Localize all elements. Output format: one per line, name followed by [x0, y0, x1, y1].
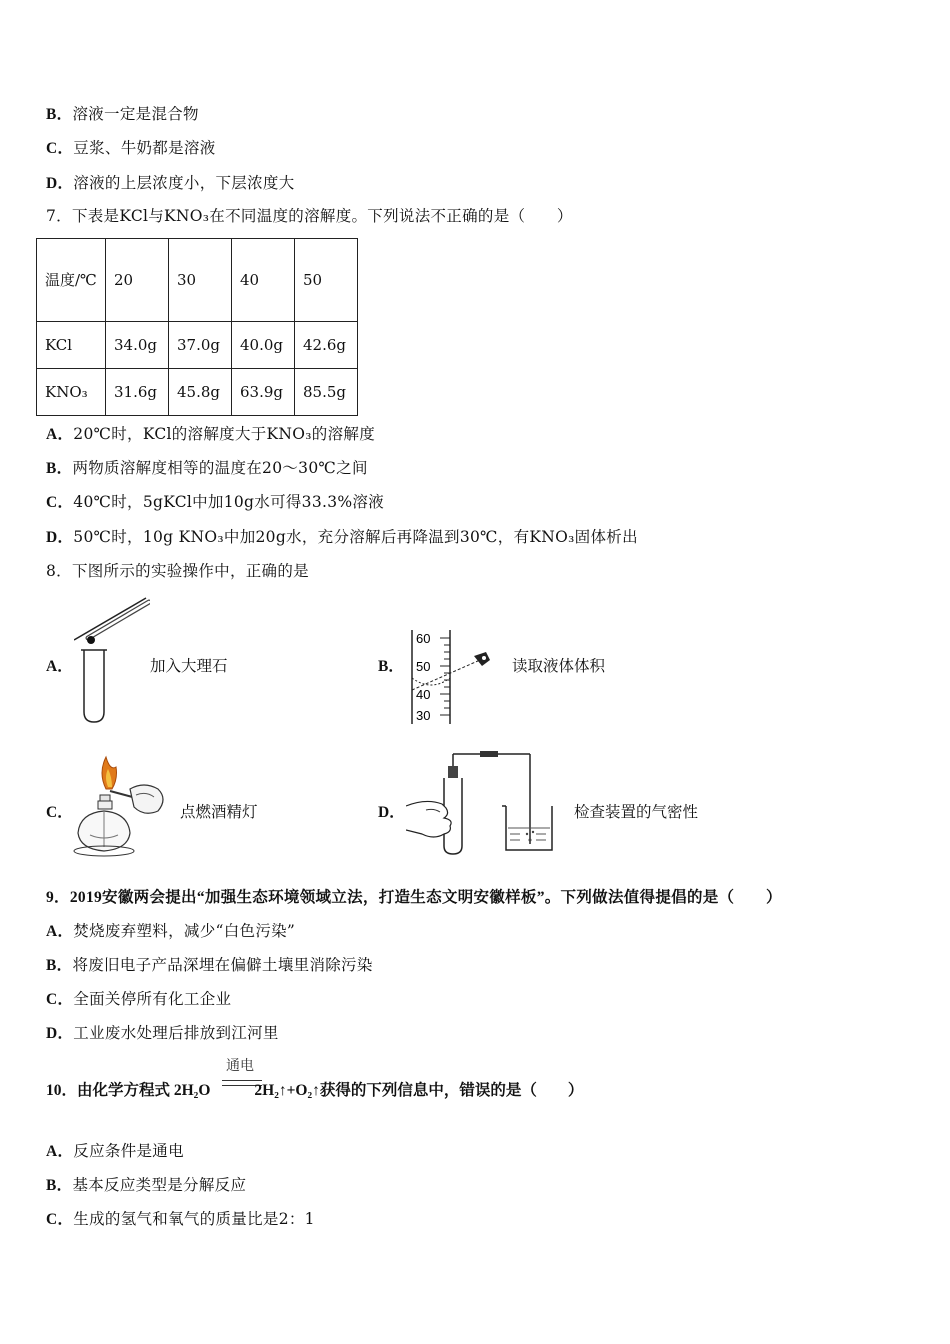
table-row [37, 369, 358, 416]
q10-option-a: A．反应条件是通电 [46, 1142, 184, 1160]
q10-stem: 10．由化学方程式 2H₂O 2H₂↑+O₂↑获得的下列信息中，错误的是（ ） [46, 1082, 584, 1099]
q8-option-c-caption: 点燃酒精灯 [180, 803, 258, 821]
q7-option-b: B．两物质溶解度相等的温度在20～30℃之间 [46, 459, 368, 477]
q6-option-d: D．溶液的上层浓度小，下层浓度大 [46, 174, 295, 192]
q10-option-c: C．生成的氢气和氧气的质量比是2：1 [46, 1210, 315, 1228]
alcohol-lamp-figure [70, 755, 174, 861]
test-tube-figure [74, 594, 150, 726]
value-cell: 31.6g [106, 369, 169, 416]
temp-cell: 50 [295, 239, 358, 322]
row-name-cell: KCl [37, 322, 106, 369]
q6-option-b: B．溶液一定是混合物 [46, 105, 199, 123]
q9-stem: 9．2019安徽两会提出“加强生态环境领域立法，打造生态文明安徽样板”。下列做法值得提倡的是（ ） [46, 889, 782, 906]
reaction-condition: 通电 [226, 1058, 254, 1074]
q8-option-b-caption: 读取液体体积 [512, 657, 606, 675]
q7-stem: 7．下表是KCl与KNO₃在不同温度的溶解度。下列说法不正确的是（ ） [46, 207, 573, 225]
value-cell: 45.8g [169, 369, 232, 416]
q9-option-d: D．工业废水处理后排放到江河里 [46, 1024, 279, 1042]
temp-cell: 30 [169, 239, 232, 322]
temp-cell: 20 [106, 239, 169, 322]
value-cell: 40.0g [232, 322, 295, 369]
q7-option-a: A．20℃时，KCl的溶解度大于KNO₃的溶解度 [46, 425, 376, 443]
q8-option-d-caption: 检查装置的气密性 [574, 803, 699, 821]
airtightness-apparatus-figure [406, 748, 558, 858]
q8-option-c-label: C． [46, 804, 73, 821]
q8-option-d-label: D． [378, 804, 405, 821]
q8-stem: 8．下图所示的实验操作中，正确的是 [46, 562, 309, 580]
scale-label: 30 [416, 708, 431, 723]
q7-option-c: C．40℃时，5gKCl中加10g水可得33.3%溶液 [46, 493, 385, 511]
value-cell: 63.9g [232, 369, 295, 416]
table-row [37, 322, 358, 369]
table-row [37, 239, 358, 322]
scale-label: 40 [416, 687, 431, 702]
value-cell: 37.0g [169, 322, 232, 369]
solubility-table [36, 238, 358, 416]
temp-cell: 40 [232, 239, 295, 322]
q9-option-b: B．将废旧电子产品深埋在偏僻土壤里消除污染 [46, 956, 373, 974]
row-name-cell: KNO₃ [37, 369, 106, 416]
q6-option-c: C．豆浆、牛奶都是溶液 [46, 139, 216, 157]
q8-option-a-label: A． [46, 658, 73, 675]
graduated-cylinder-figure [404, 626, 500, 728]
q8-option-a-caption: 加入大理石 [150, 657, 228, 675]
value-cell: 34.0g [106, 322, 169, 369]
q9-option-c: C．全面关停所有化工企业 [46, 990, 232, 1008]
header-label-cell: 温度/℃ [37, 239, 106, 322]
value-cell: 85.5g [295, 369, 358, 416]
q8-option-b-label: B． [378, 658, 404, 675]
q7-option-d: D．50℃时，10g KNO₃中加20g水，充分溶解后再降温到30℃，有KNO₃固体析出 [46, 528, 638, 546]
q10-option-b: B．基本反应类型是分解反应 [46, 1176, 247, 1194]
q9-option-a: A．焚烧废弃塑料，减少“白色污染” [46, 922, 296, 940]
value-cell: 42.6g [295, 322, 358, 369]
scale-label: 50 [416, 659, 431, 674]
scale-label: 60 [416, 631, 431, 646]
